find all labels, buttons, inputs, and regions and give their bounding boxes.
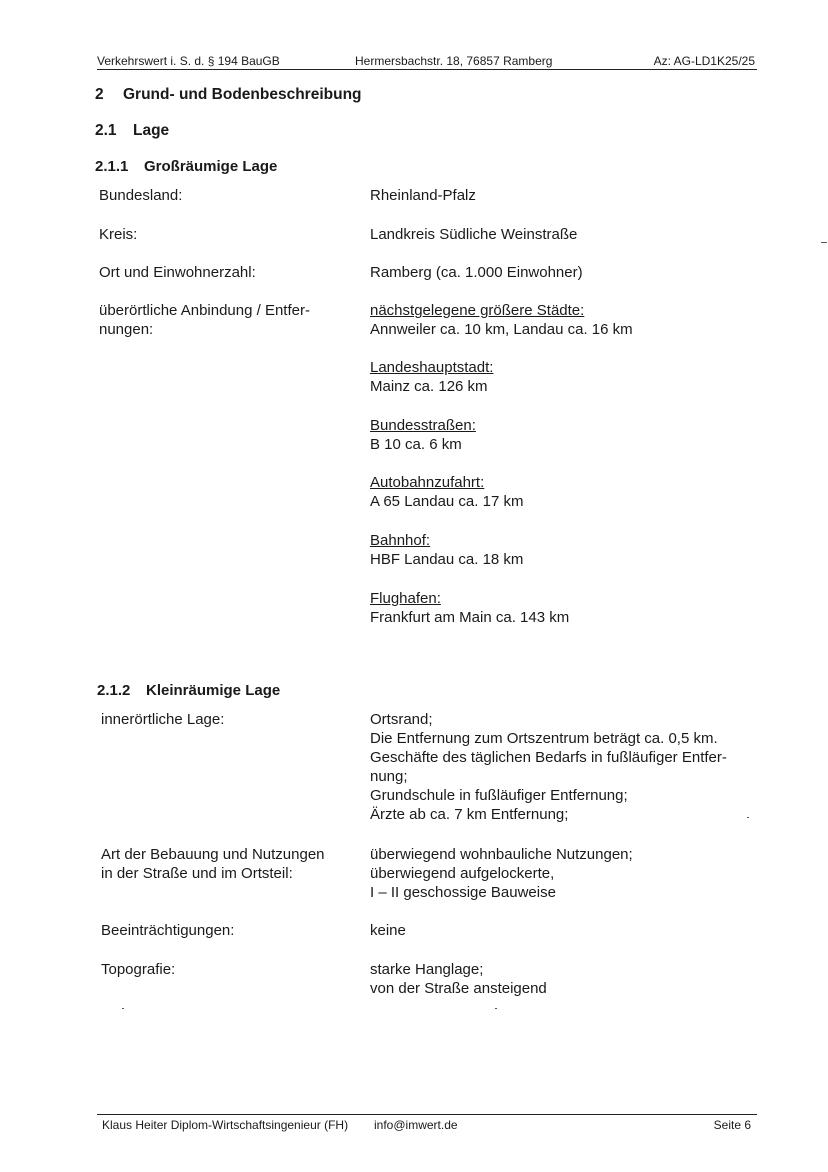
gross-number: 2.1.1 [95, 158, 129, 175]
anbindung-text: Frankfurt am Main ca. 143 km [370, 609, 570, 626]
text-line: Ortsrand; [370, 711, 433, 728]
subsection-title: Lage [133, 122, 170, 139]
section-number: 2 [95, 86, 104, 103]
anbindung-text: A 65 Landau ca. 17 km [370, 493, 524, 510]
value-ort [370, 263, 770, 282]
value-kreis [370, 225, 770, 244]
anbindung-text: B 10 ca. 6 km [370, 436, 462, 453]
subsection-heading [95, 122, 169, 140]
text-line: Art der Bebauung und Nutzungen [101, 846, 325, 863]
label-ort [99, 263, 359, 282]
text-line: Die Entfernung zum Ortszentrum beträgt ca. 0,5 km. [370, 730, 718, 747]
anbindung-heading: nächstgelegene größere Städte: [370, 302, 585, 319]
label-kreis [99, 225, 359, 244]
anbindung-heading: Bundesstraßen: [370, 417, 476, 434]
scan-mark [821, 242, 827, 243]
label-topografie [101, 960, 361, 979]
text-line: Ärzte ab ca. 7 km Entfernung; [370, 806, 569, 823]
anbindung-text: Mainz ca. 126 km [370, 378, 488, 395]
scan-mark [122, 1008, 124, 1009]
footer-email: info@imwert.de [374, 1118, 458, 1132]
text-line: Kreis: [99, 226, 138, 243]
text-line: Ort und Einwohnerzahl: [99, 264, 256, 281]
value-beeintraechtigungen [370, 921, 770, 940]
anbindung-staedte [370, 301, 770, 339]
text-line: keine [370, 922, 406, 939]
page-footer [97, 1114, 757, 1135]
anbindung-heading: Autobahnzufahrt: [370, 474, 485, 491]
value-innerortlich [370, 710, 770, 824]
header-address: Hermersbachstr. 18, 76857 Ramberg [355, 54, 553, 68]
footer-author: Klaus Heiter Diplom-Wirtschaftsingenieur (FH) [102, 1118, 349, 1132]
text-line: Geschäfte des täglichen Bedarfs in fußläufiger Entfer- [370, 749, 727, 766]
klein-title: Kleinräumige Lage [146, 682, 281, 699]
anbindung-landeshauptstadt [370, 358, 770, 396]
anbindung-bahnhof [370, 531, 770, 569]
anbindung-heading: Bahnhof: [370, 532, 431, 549]
text-line: Landkreis Südliche Weinstraße [370, 226, 578, 243]
label-bundesland [99, 186, 359, 205]
label-beeintraechtigungen [101, 921, 361, 940]
text-line: überwiegend aufgelockerte, [370, 865, 555, 882]
text-line: Beeinträchtigungen: [101, 922, 235, 939]
text-line: Ramberg (ca. 1.000 Einwohner) [370, 264, 583, 281]
footer-page-number: Seite 6 [713, 1118, 751, 1132]
text-line: in der Straße und im Ortsteil: [101, 865, 293, 882]
value-bebauung [370, 845, 770, 902]
subsection-number: 2.1 [95, 122, 117, 139]
anbindung-autobahn [370, 473, 770, 511]
text-line: Grundschule in fußläufiger Entfernung; [370, 787, 628, 804]
value-bundesland [370, 186, 770, 205]
text-line: Bundesland: [99, 187, 183, 204]
label-anbindung [99, 301, 359, 339]
anbindung-heading: Flughafen: [370, 590, 441, 607]
anbindung-bundesstrassen [370, 416, 770, 454]
value-topografie [370, 960, 770, 998]
header-file-number: Az: AG-LD1K25/25 [653, 54, 755, 68]
anbindung-text: Annweiler ca. 10 km, Landau ca. 16 km [370, 321, 633, 338]
klein-heading [97, 682, 280, 699]
text-line: I – II geschossige Bauweise [370, 884, 556, 901]
header-left: Verkehrswert i. S. d. § 194 BauGB [97, 54, 280, 68]
label-bebauung [101, 845, 361, 883]
scan-mark [747, 817, 749, 818]
section-heading [95, 86, 362, 104]
anbindung-heading: Landeshauptstadt: [370, 359, 494, 376]
anbindung-text: HBF Landau ca. 18 km [370, 551, 524, 568]
label-innerortlich [101, 710, 361, 729]
text-line: überörtliche Anbindung / Entfer- [99, 302, 310, 319]
text-line: nungen: [99, 321, 154, 338]
text-line: Topografie: [101, 961, 176, 978]
section-title: Grund- und Bodenbeschreibung [123, 86, 362, 103]
text-line: überwiegend wohnbauliche Nutzungen; [370, 846, 633, 863]
gross-title: Großräumige Lage [144, 158, 278, 175]
text-line: nung; [370, 768, 408, 785]
page-header [97, 53, 757, 70]
scan-mark [495, 1008, 497, 1009]
text-line: innerörtliche Lage: [101, 711, 225, 728]
gross-heading [95, 158, 277, 175]
anbindung-flughafen [370, 589, 770, 627]
text-line: Rheinland-Pfalz [370, 187, 476, 204]
text-line: starke Hanglage; [370, 961, 484, 978]
klein-number: 2.1.2 [97, 682, 131, 699]
text-line: von der Straße ansteigend [370, 980, 547, 997]
